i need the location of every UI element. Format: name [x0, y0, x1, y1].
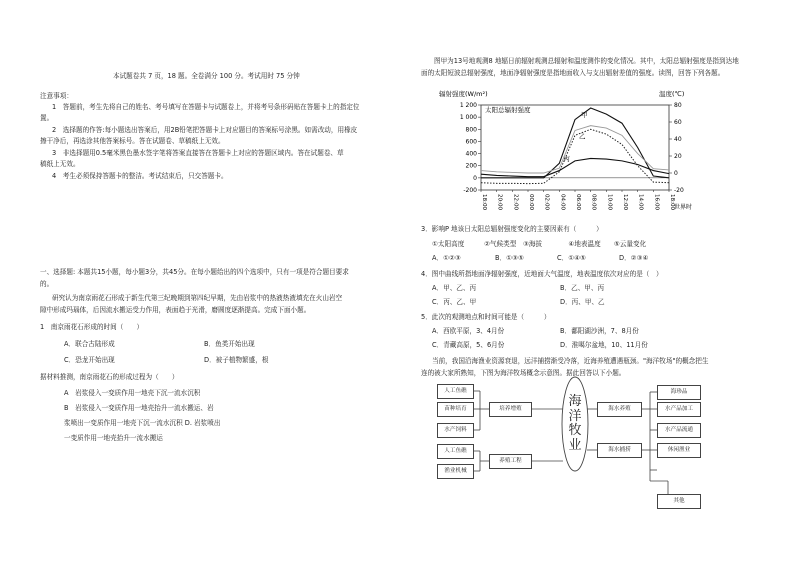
x-tick-label: 12:00	[622, 194, 628, 211]
y-right-tick-label: 0	[674, 170, 678, 177]
q3-option-a: A．①②③	[432, 254, 461, 262]
y-left-tick-label: 800	[465, 126, 477, 134]
x-tick-label: 22:00	[512, 194, 519, 211]
y-left-tick-label: 400	[465, 150, 477, 158]
x-tick-label: 04:00	[559, 194, 566, 211]
chart-xlabel: 世界时	[674, 204, 693, 211]
y-left-tick-label: 200	[465, 162, 477, 170]
left-box: 苗种培育	[437, 402, 474, 417]
passage-line: 连的被大家所熟知，下图为海洋牧场概念示意图。据此回答以下小题。	[421, 369, 626, 377]
passage-line: 研究认为南京雨花石形成于新生代第三纪晚期到第四纪早期，先由岩浆中的热液热液填充在火山岩空	[52, 294, 343, 302]
q1-option-b: B．鱼类开始出现	[204, 340, 255, 348]
left-box: 渔业机械	[437, 464, 474, 479]
x-tick-label: 18:00	[669, 194, 675, 211]
x-tick-label: 14:00	[637, 194, 644, 211]
chart-ylabel-right: 温度(℃)	[659, 90, 685, 98]
question-1: 1 南京雨花石形成的时间（ ）	[40, 323, 144, 331]
note-line: 1 答题前，考生先将自己的姓名、考号填写在答题卡与试题卷上，并将考号条形码贴在答题卡上的指定位	[52, 103, 360, 111]
right-box: 水产品流通	[657, 423, 701, 438]
exam-info: 本试题卷共 7 页，18 题。全卷满分 100 分。考试用时 75 分钟	[113, 72, 300, 80]
section-title: 一、选择题: 本题共15小题，每小题3分，共45分。在每小题给出的四个选项中，只有一项是符合题目要求	[40, 268, 349, 276]
y-right-tick-label: 60	[674, 119, 682, 126]
center-label: 海洋牧业	[568, 394, 582, 453]
q5-option-b: B．鄱阳湖沙洲，7、8月份	[560, 327, 639, 335]
q5-option-d: D．淮噶尔盆地，10、11月份	[560, 341, 648, 349]
series-label-yi: 乙	[579, 132, 586, 141]
q2-line: A 岩浆侵入一变质作用一地壳下沉一流水沉积	[64, 389, 201, 397]
mid-right-box: 海水养殖	[597, 402, 642, 417]
passage-line: 当前，我国沿海渔业资源衰退，远洋捕捞渐受冷落，近海养殖遭遇瓶颈。"海洋牧场"的概念把生	[432, 357, 709, 365]
right-box: 休闲渔业	[657, 443, 701, 458]
series-label-jia: 甲	[581, 111, 588, 120]
note-line: 稿纸上无效。	[40, 160, 80, 168]
q1-option-c: C．恐龙开始出现	[64, 356, 115, 364]
y-right-tick-label: 20	[674, 153, 682, 160]
q3-items: ①太阳高度 ②气候类型 ③海拔 ④地表温度 ⑤云量变化	[432, 240, 647, 248]
y-right-tick-label: 40	[674, 136, 682, 143]
section-title-cont: 的。	[40, 280, 54, 288]
q4-option-d: D．丙、甲、乙	[560, 298, 605, 306]
right-box: 海珍品	[657, 385, 701, 400]
q2-line: 浆喷出一变质作用一地壳下沉一流水沉积 D. 岩浆喷出	[64, 419, 221, 427]
note-line: 擦干净后，再选涂其他答案标号。答在试题卷、草稿纸上无效。	[40, 137, 225, 145]
note-line: 4 考生必须保持答题卡的整洁。考试结束后，只交答题卡。	[52, 172, 228, 180]
q3-option-d: D．②③④	[619, 254, 649, 262]
right-box: 水产品加工	[657, 402, 701, 417]
intro-line: 面的太阳短波总辐射强度，地面净辐射强度是指地面收入与支出辐射差值的强度。读图，回答下列各题。	[421, 69, 725, 77]
left-box: 人工鱼礁	[437, 444, 474, 459]
x-tick-label: 10:00	[606, 194, 613, 211]
q1-option-a: A．联合古陆形成	[64, 340, 115, 348]
note-line: 置。	[40, 114, 54, 122]
q3-option-b: B．①③⑤	[495, 254, 524, 262]
chart-title: 太阳总辐射强度	[485, 106, 531, 114]
x-tick-label: 02:00	[543, 194, 550, 211]
left-box: 人工鱼礁	[437, 384, 474, 399]
q2-line: 一变质作用一地壳抬升一流水搬运	[64, 434, 163, 442]
y-right-tick-label: -20	[674, 187, 684, 194]
question-5: 5．此次的观测地点和时间可能是（ ）	[421, 313, 551, 321]
x-tick-label: 00:00	[528, 194, 534, 211]
y-right-tick-label: 80	[674, 102, 682, 109]
x-tick-label: 18:00	[481, 194, 487, 211]
question-4: 4．图中曲线所指地面净辐射强度，近地面大气温度，地表温度依次对应的是（ ）	[421, 270, 663, 278]
q4-option-c: C．丙、乙、甲	[432, 298, 477, 306]
y-left-tick-label: -200	[463, 187, 477, 194]
note-line: 2 选择题的作答:每小题选出答案后，用2B铅笔把答题卡上对应题目的答案标号涂黑。如需改动，用橡皮	[52, 126, 358, 134]
q4-option-a: A．甲、乙、丙	[432, 284, 477, 292]
x-tick-label: 06:00	[575, 194, 581, 211]
question-3: 3．影响P 地该日太阳总辐射强度变化的主要因素有（ ）	[421, 225, 603, 233]
q1-option-d: D．被子植物繁盛，根	[204, 356, 269, 364]
intro-line: 图甲为13号地观测8 地辐日前辐射观测总辐射和温度测作的变化情况。其中，太阳总辐射强度是指到达地	[434, 57, 739, 65]
q5-option-a: A．西欧平原，3、4月份	[432, 327, 505, 335]
mid-left-box: 培养增殖	[489, 402, 532, 417]
note-line: 3 非选择题用0.5毫米黑色墨水签字笔将答案直接答在答题卡上对应的答题区域内。答在试题卷、草	[52, 149, 344, 157]
left-box: 水产饲料	[437, 423, 474, 438]
x-tick-label: 20:00	[496, 194, 503, 211]
q5-option-c: C．青藏高原，5、6月份	[432, 341, 505, 349]
y-left-tick-label: 1 000	[459, 114, 477, 122]
x-tick-label: 08:00	[590, 194, 597, 211]
mid-left-box: 养殖工程	[489, 454, 532, 469]
right-box: 其他	[657, 494, 701, 509]
series-label-bing: 丙	[563, 154, 570, 163]
notice-title: 注意事项：	[40, 92, 73, 100]
y-left-tick-label: 1 200	[459, 102, 477, 109]
q4-option-b: B．乙、甲、丙	[560, 284, 605, 292]
q2-line: B 岩浆侵入一变质作用一地壳抬升一流水搬运、岩	[64, 404, 214, 412]
passage-line: 隙中形成玛瑙体，后因流水搬运受力作用，表面趋于光滑，磨圆度逐渐提高。完成下面小题。	[40, 306, 311, 314]
chart-ylabel-left: 辐射强度(W/m²)	[439, 90, 488, 98]
y-left-tick-label: 0	[473, 174, 477, 182]
x-tick-label: 16:00	[653, 194, 660, 211]
question-2: 据材料推测，南京雨花石的形成过程为（ ）	[40, 373, 179, 381]
y-left-tick-label: 600	[465, 138, 477, 146]
q3-option-c: C．①④⑤	[557, 254, 586, 262]
mid-right-box: 海水捕捞	[597, 443, 642, 458]
